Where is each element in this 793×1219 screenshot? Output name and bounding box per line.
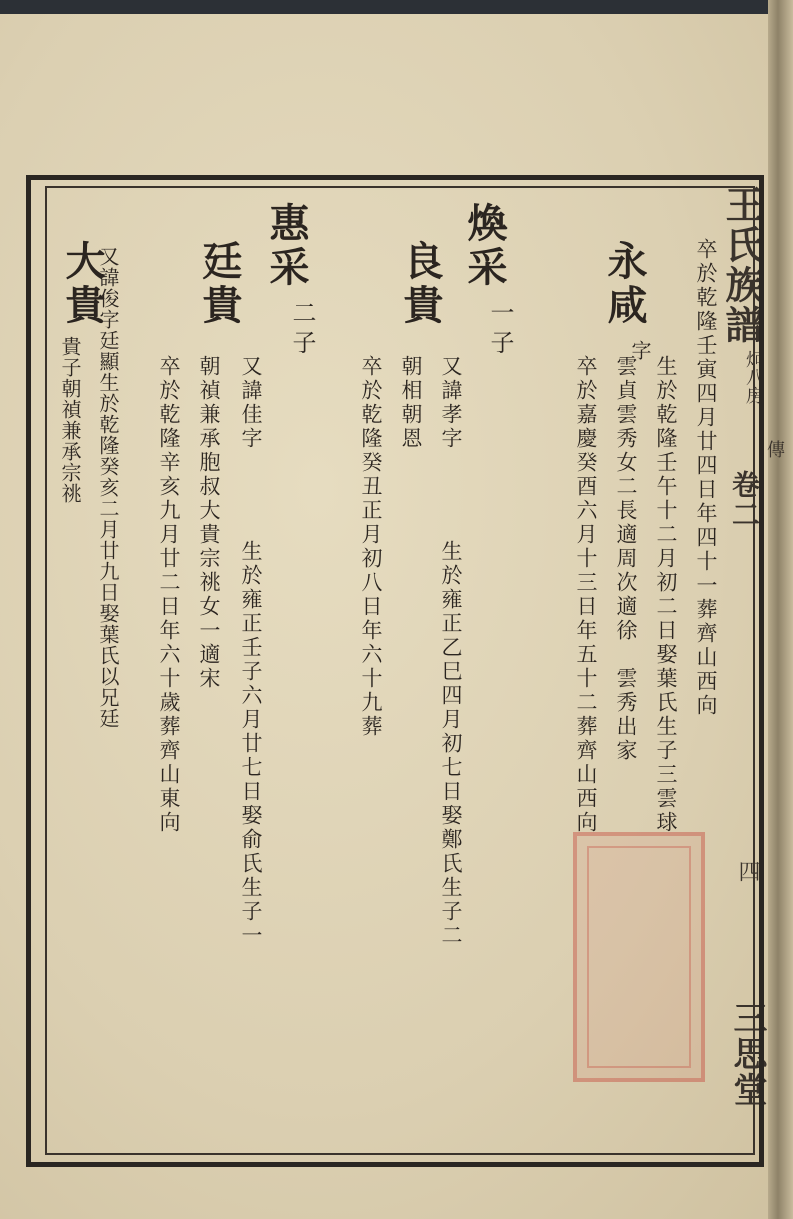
margin-title: 王氏族譜 — [719, 185, 764, 345]
text-column-8: 朝相朝恩 — [399, 355, 423, 451]
note-alias-jun: 又諱俊字廷顯生於乾隆癸亥二月廿九日娶葉氏以兄廷 — [96, 246, 120, 729]
name-huicai: 惠采 — [263, 202, 310, 290]
note-two-sons: 二子 — [288, 300, 316, 360]
name-yongxian: 永咸 — [601, 240, 648, 328]
text-column-1: 卒於乾隆壬寅四月廿四日年四十一葬齊山西向 — [694, 238, 718, 718]
name-lianggui: 良貴 — [397, 240, 444, 328]
text-column-9: 卒於乾隆癸丑正月初八日年六十九葬 — [359, 355, 383, 739]
name-tinggui: 廷貴 — [196, 240, 243, 328]
library-seal-stamp — [573, 832, 705, 1082]
text-column-3: 雲貞雲秀女二長適周次適徐 雲秀出家 — [614, 355, 638, 763]
name-dagui: 大貴 — [59, 240, 106, 328]
note-alias-xiao: 又諱孝字 — [439, 355, 463, 451]
text-column-4: 卒於嘉慶癸酉六月十三日年五十二葬齊山西向 — [574, 355, 598, 835]
margin-volume: 卷二 — [728, 470, 761, 530]
margin-section: 傳 — [764, 440, 785, 458]
text-column-11: 生於雍正壬子六月廿七日娶俞氏生子一 — [239, 540, 263, 948]
margin-hall-name: 三思堂 — [727, 1000, 767, 1108]
margin-branch: 炯八房 — [743, 350, 764, 404]
text-column-13: 卒於乾隆辛亥九月廿二日年六十歲葬齊山東向 — [157, 355, 181, 835]
book-spine — [768, 0, 793, 1219]
note-alias-jia: 又諱佳字 — [239, 355, 263, 451]
text-column-12: 朝禎兼承胞叔大貴宗祧女一適宋 — [197, 355, 221, 691]
note-one-son: 一子 — [486, 300, 514, 360]
text-column-2: 生於乾隆壬午十二月初二日娶葉氏生子三雲球 — [654, 355, 678, 835]
note-zi-1: 字 — [628, 340, 652, 366]
margin-page-number: 四 — [735, 860, 760, 882]
text-column-15: 貴子朝禎兼承宗祧 — [58, 336, 82, 504]
page-top-edge — [0, 0, 793, 14]
text-column-7: 生於雍正乙巳四月初七日娶鄭氏生子二 — [439, 540, 463, 948]
name-huancai: 煥采 — [461, 202, 508, 290]
